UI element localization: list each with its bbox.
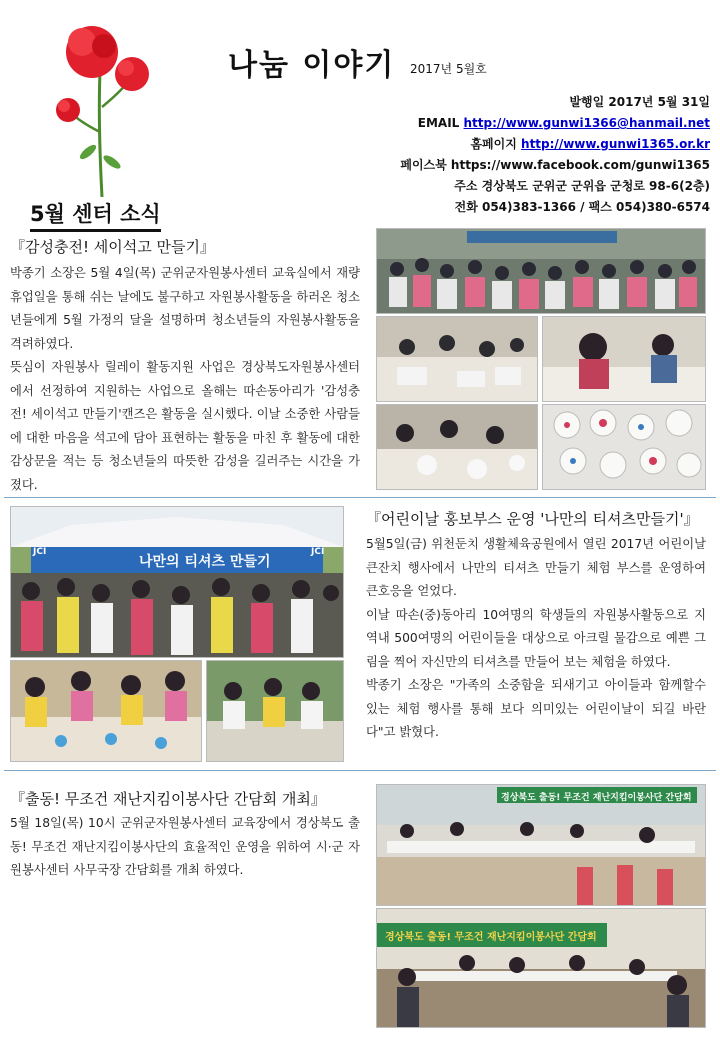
publish-date: 발행일 2017년 5월 31일 [569,95,710,109]
phone-line: 전화 054)383-1366 / 팩스 054)380-6574 [454,200,710,214]
meeting-banner-text-1: 경상북도 출동! 무조건 재난지킴이봉사단 간담회 [501,793,692,803]
article-2-paragraph: 박종기 소장은 "가족의 소중함을 되새기고 아이들과 함께할수 있는 체험 행사를 통해 보다 의미있는 어린이날이 되길 바란다"고 밝혔다. [366,678,706,739]
article-2-body [366,533,706,745]
booth-table-photo [206,660,344,762]
homepage-line [380,134,710,155]
article-2-title: 『어린이날 홍보부스 운영 '나만의 티셔츠만들기'』 [366,510,699,528]
banner-logo-right: JCI [311,547,325,557]
email-link[interactable]: http://www.gunwi1366@hanmail.net [463,116,710,130]
issue-label: 2017년 5월호 [410,62,487,76]
newsletter-title: 나눔 이야기 [228,48,396,83]
students-working-photo [376,316,538,402]
article-3-body [10,812,360,883]
tshirt-booth-photo [10,506,344,658]
group-photo [376,228,706,314]
article-1-paragraph: 뜻심이 자원봉사 릴레이 활동지원 사업은 경상북도자원봉사센터에서 선정하여 지원하는 사업으로 올해는 따손동아리가 '감성충전! 세이석고 만들기'캔즈은 활동을 실시했다. 이날 소중한 사람들에 대한 마음을 석고에 담아 표현하는 활동을 마친 후 활동에 대한 감상문을 적는 등 청소년들의 따뜻한 감성을 길러주는 시간을 가졌다. [10,360,360,492]
article-1-paragraph: 박종기 소장은 5월 4일(목) 군위군자원봉사센터 교육실에서 재량휴업일을 통해 쉬는 날에도 불구하고 자원봉사활동을 하러온 청소년들에게 5월 가정의 달을 설명하며 청소년들의 자원봉사활동을 격려하였다. [10,266,360,351]
carnation-flower-illustration [40,12,160,197]
painting-activity-photo [10,660,202,762]
students-table-photo [376,404,538,490]
facebook-line: 페이스북 https://www.facebook.com/gunwi1365 [400,158,710,172]
address-line: 주소 경상북도 군위군 군위읍 군청로 98-6(2층) [454,179,710,193]
email-line [380,113,710,134]
plaster-crafts-photo [542,404,706,490]
article-3-paragraph: 5월 18일(목) 10시 군위군자원봉사센터 교육장에서 경상북도 출동! 무조건 재난지킴이봉사단의 효율적인 운영을 위하여 시·군 자원봉사센터 사무국장 간담회를 개최 하였다. [10,816,360,877]
email-label: EMAIL [417,116,460,130]
meeting-photo-2 [376,908,706,1028]
article-1-body [10,262,360,497]
meeting-photo-1 [376,784,706,906]
banner-logo-left: JCI [33,547,47,557]
homepage-link[interactable]: http://www.gunwi1365.or.kr [521,137,710,151]
student-writing-photo [542,316,706,402]
section-divider [4,770,716,771]
section-title: 5월 센터 소식 [30,198,161,232]
article-2-paragraph: 5월5일(금) 위천둔치 생활체육공원에서 열린 2017년 어린이날 큰잔치 행사에서 나만의 티셔츠 만들기 체험 부스를 운영하여 큰호응을 얻었다. [366,537,706,598]
article-1-title: 『감성충전! 세이석고 만들기』 [10,238,215,256]
article-2-paragraph: 이날 따손(중)동아리 10여명의 학생들의 자원봉사활동으로 지역내 500여명의 어린이들을 대상으로 아크릴 물감으로 예쁜 그림을 찍어 자신만의 티셔츠를 만들어 보는 체험을 하였다. [366,607,706,669]
header-info [380,92,710,218]
section-divider [4,497,716,498]
homepage-label: 홈페이지 [470,137,517,151]
meeting-banner-text-2: 경상북도 출동! 무조건 재난지킴이봉사단 간담회 [385,932,597,943]
tshirt-banner-text: 나만의 티셔츠 만들기 [139,554,271,570]
article-3-title: 『출동! 무조건 재난지킴이봉사단 간담회 개최』 [10,790,326,808]
